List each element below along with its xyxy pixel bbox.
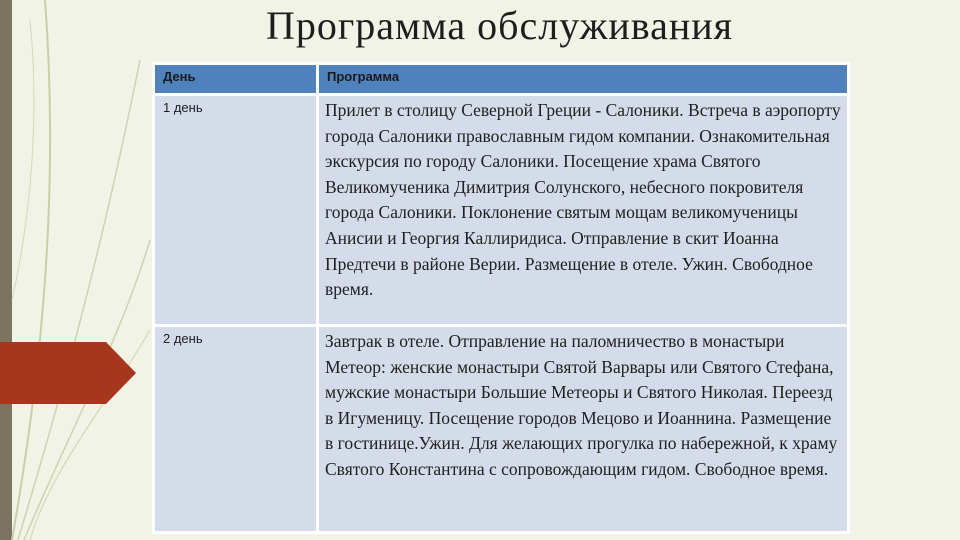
program-table-container [152, 62, 850, 524]
day-cell: 1 день [154, 95, 318, 326]
program-cell: Прилет в столицу Северной Греции - Салоники. Встреча в аэропорту города Салоники православным гидом компании. Ознакомительная экскурсия по городу Салоники. Посещение храма Святого Великомученика Димитрия Солунского, небесного покровителя города Салоники. Поклонение святым мощам великомученицы Анисии и Георгия Каллиридиса. Отправление в скит Иоанна Предтечи в районе Верии. Размещение в отеле. Ужин. Свободное время. [318, 95, 849, 326]
program-cell: Завтрак в отеле. Отправление на паломничество в монастыри Метеор: женские монастыри Святой Варвары или Святого Стефана, мужские монастыри Большие Метеоры и Святого Николая. Переезд в Игуменицу. Посещение городов Мецово и Иоаннина. Размещение в гостинице.Ужин. Для желающих прогулка по набережной, к храму Святого Константина с сопровождающим гидом. Свободное время. [318, 326, 849, 533]
day-cell: 2 день [154, 326, 318, 533]
header-program: Программа [318, 64, 849, 95]
header-day: День [154, 64, 318, 95]
table-row [154, 95, 849, 326]
table-row [154, 326, 849, 533]
table-header-row [154, 64, 849, 95]
program-table [152, 62, 850, 534]
slide-title: Программа обслуживания [266, 3, 734, 48]
accent-arrow-tab [0, 342, 136, 404]
